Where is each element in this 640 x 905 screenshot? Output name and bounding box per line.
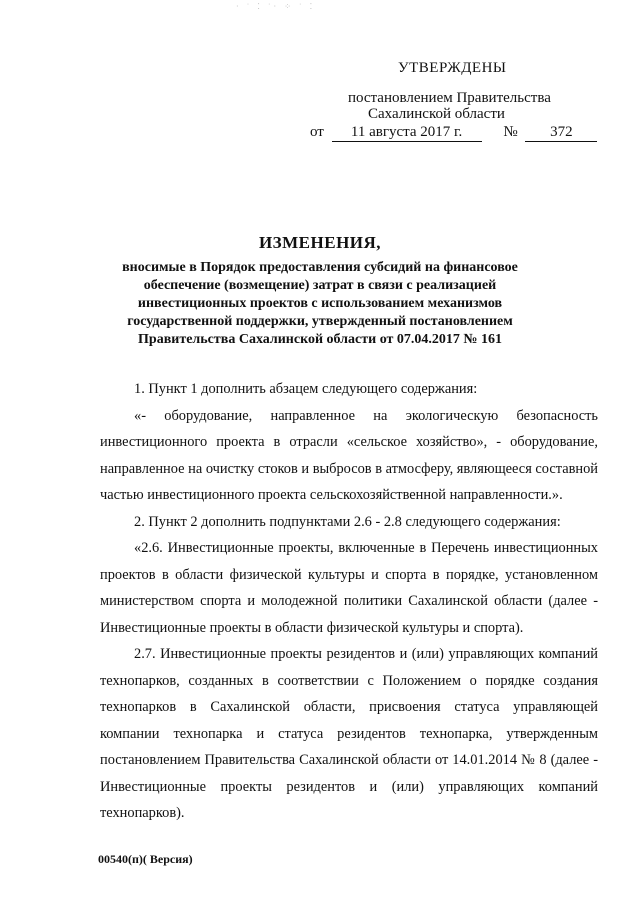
document-title: ИЗМЕНЕНИЯ,	[258, 233, 382, 252]
approval-title: УТВЕРЖДЕНЫ	[398, 60, 507, 76]
from-label: от	[310, 124, 324, 140]
paragraph: 2.7. Инвестиционные проекты резидентов и (или) управляющих компаний технопарков, созданных в соответствии с Положением о порядке создания технопарков в Сахалинской области, присвоения статуса управляющей компании технопарка и статуса резидентов технопарка, утвержденным постановлением Правительства Сахалинской области от 14.01.2014 № 8 (далее - Инвестиционные проекты резидентов и (или) управляющих компаний технопарков).	[100, 646, 598, 821]
approval-line-1: постановлением Правительства	[348, 90, 551, 106]
scan-artifact: · ˙ ⁚ ˙· ⁘ ˙ ⁚	[236, 2, 316, 11]
approval-date-line	[310, 124, 610, 142]
document-body	[100, 376, 598, 827]
approval-line-2: Сахалинской области	[368, 106, 505, 122]
number-label: №	[503, 124, 518, 140]
approval-date: 11 августа 2017 г.	[332, 124, 482, 142]
paragraph: 2. Пункт 2 дополнить подпунктами 2.6 - 2.8 следующего содержания:	[134, 513, 561, 530]
subtitle-line: обеспечение (возмещение) затрат в связи с реализацией	[143, 278, 497, 293]
approval-number: 372	[525, 124, 597, 142]
document-footer-code: 00540(п)( Версия)	[98, 852, 193, 866]
subtitle-line: Правительства Сахалинской области от 07.04.2017 № 161	[138, 332, 502, 347]
subtitle-line: вносимые в Порядок предоставления субсидий на финансовое	[122, 260, 518, 275]
subtitle-line: инвестиционных проектов с использованием механизмов	[137, 296, 503, 311]
document-subtitle	[0, 259, 640, 349]
paragraph: 1. Пункт 1 дополнить абзацем следующего содержания:	[134, 381, 478, 397]
paragraph: «2.6. Инвестиционные проекты, включенные в Перечень инвестиционных проектов в области физической культуры и спорта в порядке, установленном министерством спорта и молодежной политики Сахалинской области (далее - Инвестиционные проекты в области физической культуры и спорта).	[100, 540, 598, 636]
paragraph: «- оборудование, направленное на экологическую безопасность инвестиционного проекта в отрасли «сельское хозяйство», - оборудование, направленное на очистку стоков и выбросов в атмосферу, являющееся составной частью инвестиционного проекта сельскохозяйственной направленности.».	[100, 407, 598, 503]
subtitle-line: государственной поддержки, утвержденный постановлением	[127, 314, 513, 329]
